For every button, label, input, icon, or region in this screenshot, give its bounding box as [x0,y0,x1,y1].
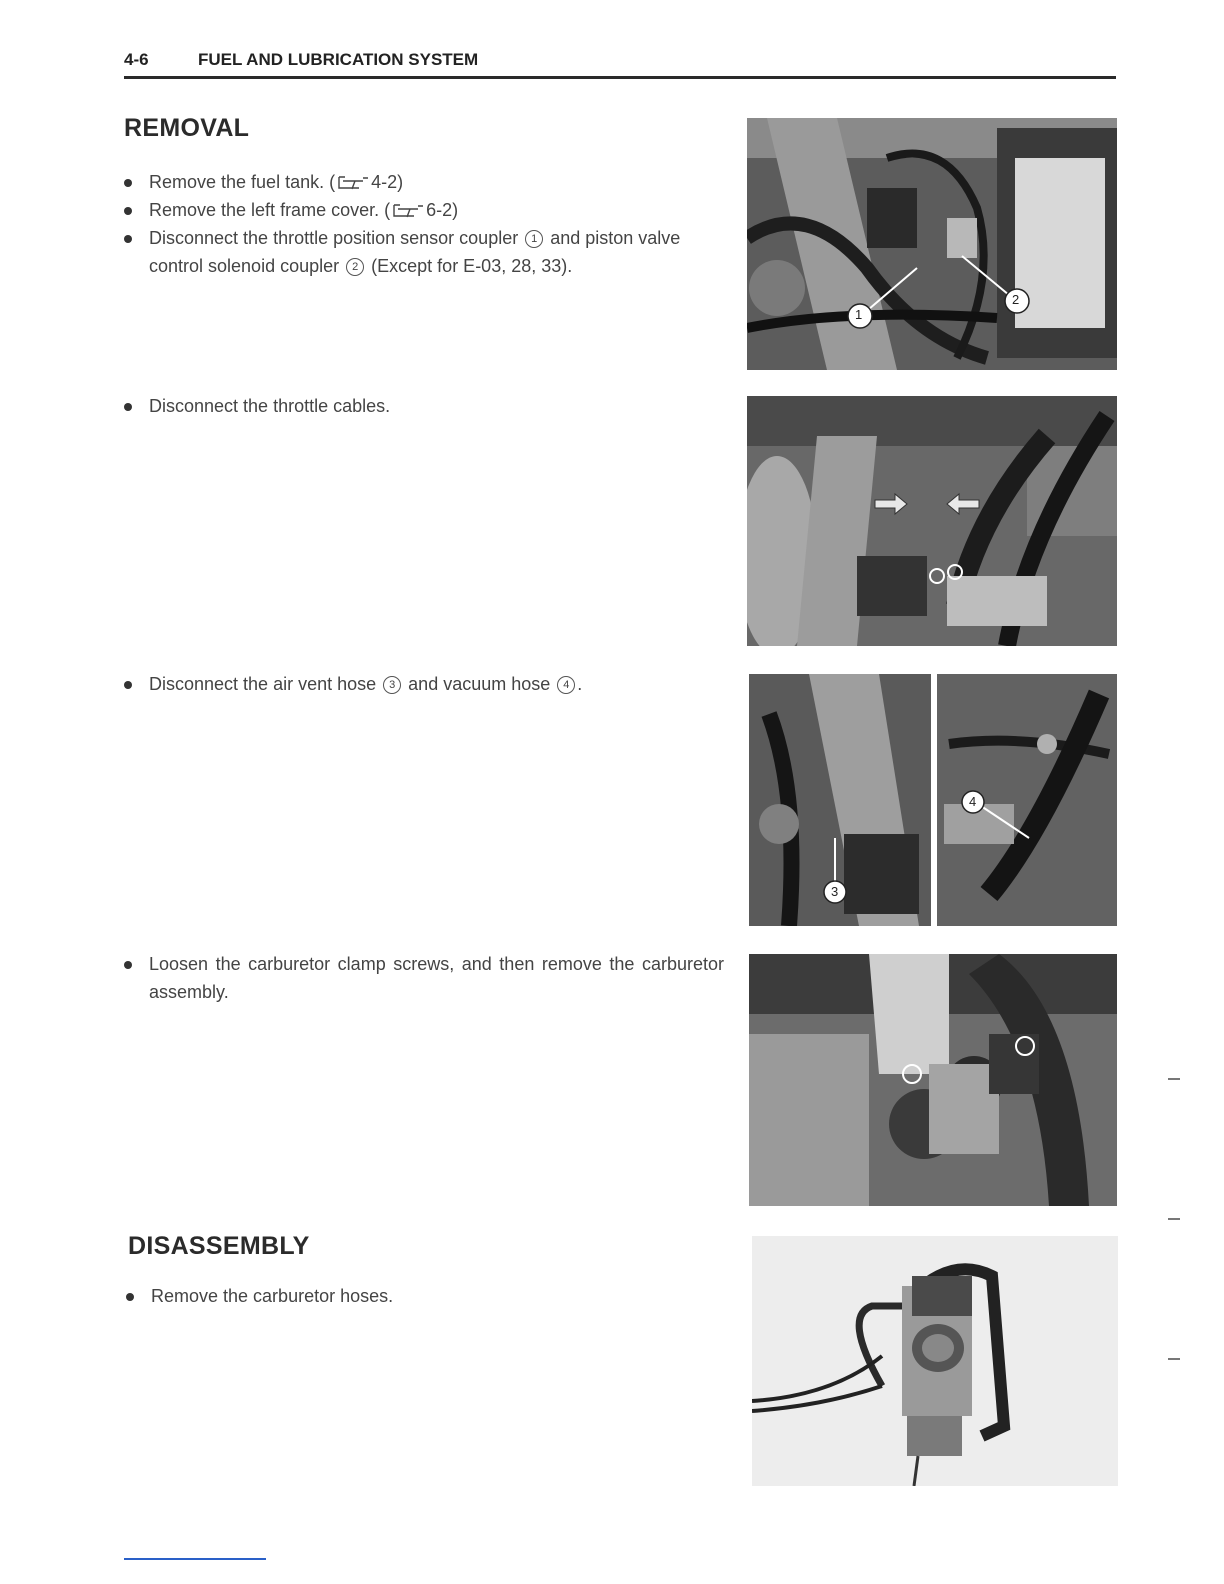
footer-rule [124,1558,266,1560]
callout-1-label: 1 [855,307,863,322]
step-text: Disconnect the throttle position sensor coupler [149,228,519,248]
step-remove-carburetor [124,950,724,1006]
step-text: Loosen the carburetor clamp screws, and then remove the carburetor assembly. [149,954,724,1002]
step-text: Disconnect the throttle cables. [149,396,391,416]
bullet-icon [126,1293,134,1301]
step-text: and piston valve control solenoid coupler [149,228,681,276]
step-text: Remove the left frame cover. ( [149,200,391,220]
step-text-end: ) [452,200,459,220]
step-text: Remove the fuel tank. ( [149,172,336,192]
page-header [124,48,1116,79]
callout-number: 4 [557,676,575,694]
photo-throttle-cables [747,396,1117,646]
step-text: Disconnect the air vent hose [149,674,377,694]
photo-air-vent-vacuum-hoses [749,674,1117,926]
step-remove-frame-cover [124,196,724,224]
bullet-icon [124,179,132,187]
photo-throttle-sensor-couplers [747,118,1117,370]
section-title: FUEL AND LUBRICATION SYSTEM [198,50,479,69]
callout-number: 2 [346,258,364,276]
bullet-icon [124,403,132,411]
reference-page: 6-2 [426,200,453,220]
bullet-icon [124,235,132,243]
removal-heading: REMOVAL [124,114,250,142]
reference-hand-icon [392,203,424,218]
photo-carburetor-clamps [749,954,1117,1206]
bullet-icon [124,961,132,969]
callout-number: 3 [383,676,401,694]
page-number: 4-6 [124,50,149,69]
callout-2-label: 2 [1012,292,1020,307]
disassembly-heading: DISASSEMBLY [128,1232,310,1260]
reference-page: 4-2 [371,172,398,192]
step-text-end: ) [397,172,404,192]
reference-hand-icon [337,175,369,190]
callout-4-label: 4 [969,794,977,809]
step-text: and vacuum hose [408,674,551,694]
step-remove-carburetor-hoses [126,1282,726,1310]
margin-mark [1168,1078,1180,1080]
step-text: . [577,674,583,694]
bullet-icon [124,681,132,689]
step-disconnect-throttle-cables [124,392,724,420]
margin-mark [1168,1358,1180,1360]
callout-3-label: 3 [831,884,839,899]
photo-carburetor-hoses [752,1236,1118,1486]
step-text: (Except for E-03, 28, 33). [371,256,573,276]
bullet-icon [124,207,132,215]
step-text: Remove the carburetor hoses. [151,1286,394,1306]
step-disconnect-hoses [124,670,724,698]
callout-number: 1 [525,230,543,248]
step-disconnect-couplers [124,224,724,280]
margin-mark [1168,1218,1180,1220]
step-remove-fuel-tank [124,168,724,196]
